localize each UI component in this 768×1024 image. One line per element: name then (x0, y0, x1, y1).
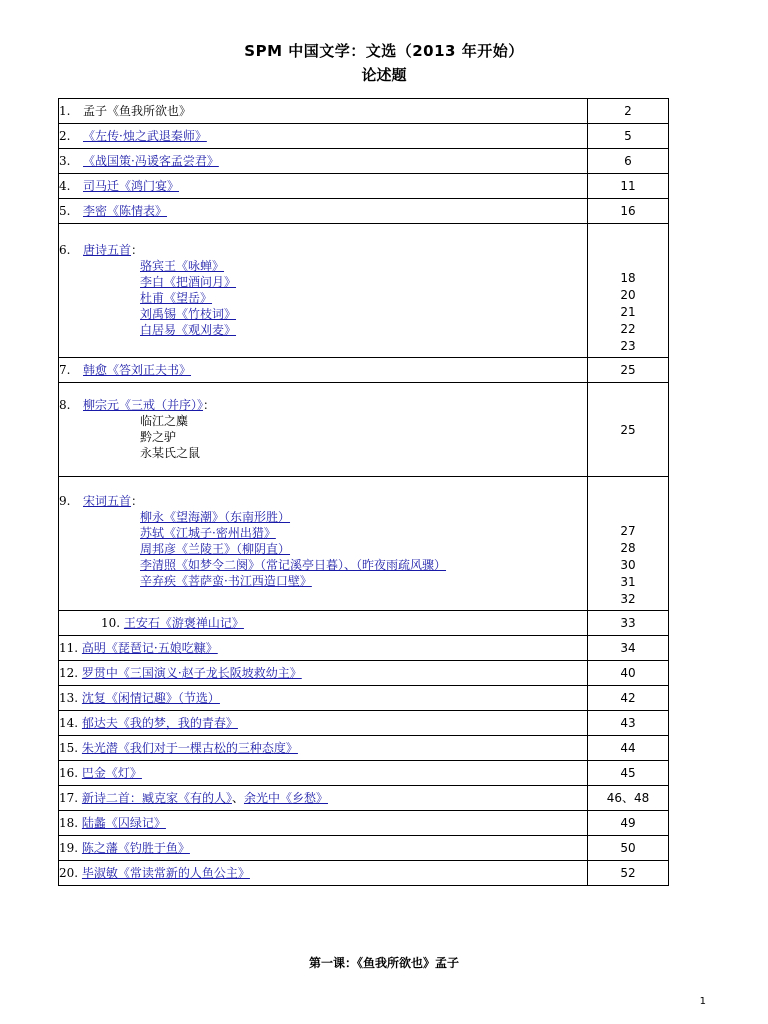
document-subtitle: 论述题 (361, 66, 407, 84)
toc-entry-link[interactable]: 《战国策·冯谖客孟尝君》 (83, 154, 219, 168)
toc-page-number: 25 (588, 383, 669, 477)
toc-colon: ： (203, 398, 216, 412)
toc-row-4 (59, 174, 669, 199)
toc-number: 11. (59, 641, 79, 655)
toc-page-number: 6 (588, 149, 669, 174)
toc-row-10 (59, 611, 669, 636)
toc-sub-link[interactable]: 苏轼《江城子·密州出猎》 (140, 526, 276, 540)
toc-row-19 (59, 836, 669, 861)
toc-page-number: 16 (588, 199, 669, 224)
toc-row-14 (59, 711, 669, 736)
toc-number: 12. (59, 666, 79, 680)
toc-entry-link[interactable]: 宋词五首 (83, 494, 132, 508)
toc-page-number: 49 (588, 811, 669, 836)
toc-row-20 (59, 861, 669, 886)
toc-page-number: 40 (588, 661, 669, 686)
toc-page-number: 22 (620, 322, 636, 336)
toc-page-number: 23 (620, 339, 636, 353)
toc-page-number: 28 (620, 541, 636, 555)
toc-page-number: 50 (588, 836, 669, 861)
toc-entry-link[interactable]: 《左传·烛之武退秦师》 (83, 129, 207, 143)
toc-number: 2. (59, 129, 71, 143)
toc-row-9 (59, 477, 669, 611)
toc-number: 17. (59, 791, 79, 805)
page-number: 1 (699, 996, 706, 1007)
toc-page-number: 45 (588, 761, 669, 786)
toc-page-number: 27 (620, 524, 636, 538)
toc-number: 4. (59, 179, 71, 193)
toc-page-number: 25 (588, 358, 669, 383)
toc-page-number: 46、48 (588, 786, 669, 811)
toc-row-1 (59, 99, 669, 124)
toc-page-number: 2 (588, 99, 669, 124)
toc-entry-link[interactable]: 王安石《游褒禅山记》 (123, 616, 244, 630)
toc-page-number: 20 (620, 288, 636, 302)
toc-sub-link[interactable]: 李清照《如梦令二阕》（常记溪亭日暮）、（昨夜雨疏风骤） (140, 558, 447, 572)
toc-row-2 (59, 124, 669, 149)
toc-entry-link[interactable]: 罗贯中《三国演义·赵子龙长阪坡救幼主》 (81, 666, 302, 680)
toc-entry-link[interactable]: 郁达夫《我的梦，我的青春》 (81, 716, 238, 730)
toc-entry-link[interactable]: 陆蠡《囚绿记》 (81, 816, 166, 830)
toc-sub-link[interactable]: 刘禹锡《竹枝词》 (140, 307, 237, 321)
toc-number: 10. (101, 616, 121, 630)
toc-page-number: 43 (588, 711, 669, 736)
toc-row-13 (59, 686, 669, 711)
toc-row-7 (59, 358, 669, 383)
toc-entry-link[interactable]: 韩愈《答刘正夫书》 (83, 363, 192, 377)
toc-entry-link[interactable]: 余光中《乡愁》 (243, 791, 328, 805)
toc-sub-link[interactable]: 李白《把酒问月》 (140, 275, 237, 289)
toc-entry-link[interactable]: 朱光潜《我们对于一棵古松的三种态度》 (81, 741, 298, 755)
toc-row-16 (59, 761, 669, 786)
toc-page-number: 21 (620, 305, 636, 319)
toc-sub-link[interactable]: 杜甫《望岳》 (140, 291, 213, 305)
toc-sub-link[interactable]: 白居易《观刈麦》 (140, 323, 237, 337)
toc-entry-link[interactable]: 唐诗五首 (83, 243, 132, 257)
toc-colon: ： (131, 494, 144, 508)
toc-sub-link[interactable]: 辛弃疾《菩萨蛮·书江西造口壁》 (140, 574, 312, 588)
document-title: SPM 中国文学：文选（2013 年开始） (244, 42, 524, 60)
toc-number: 5. (59, 204, 71, 218)
toc-entry-link[interactable]: 高明《琵琶记·五娘吃糠》 (81, 641, 218, 655)
toc-sub-item: 黔之驴 (140, 430, 177, 444)
toc-entry-link[interactable]: 巴金《灯》 (81, 766, 142, 780)
table-of-contents (58, 98, 669, 886)
toc-number: 1. (59, 104, 71, 118)
toc-entry-link[interactable]: 陈之藩《钓胜于鱼》 (81, 841, 190, 855)
toc-sub-link[interactable]: 骆宾王《咏蝉》 (140, 259, 225, 273)
toc-entry-text: 孟子《鱼我所欲也》 (83, 104, 192, 118)
toc-page-number: 52 (588, 861, 669, 886)
toc-entry-link[interactable]: 李密《陈情表》 (83, 204, 168, 218)
toc-row-3 (59, 149, 669, 174)
toc-row-15 (59, 736, 669, 761)
toc-sub-link[interactable]: 周邦彦《兰陵王》（柳阴直） (140, 542, 291, 556)
lesson-heading: 第一课：《鱼我所欲也》孟子 (308, 956, 459, 970)
toc-number: 16. (59, 766, 79, 780)
toc-sub-link[interactable]: 柳永《望海潮》（东南形胜） (140, 510, 291, 524)
toc-page-number: 18 (620, 271, 636, 285)
toc-number: 20. (59, 866, 79, 880)
toc-row-5 (59, 199, 669, 224)
toc-page-number: 44 (588, 736, 669, 761)
toc-number: 18. (59, 816, 79, 830)
toc-number: 13. (59, 691, 79, 705)
toc-number: 7. (59, 363, 71, 377)
toc-number: 15. (59, 741, 79, 755)
toc-entry-link[interactable]: 司马迁《鸿门宴》 (83, 179, 180, 193)
toc-row-12 (59, 661, 669, 686)
toc-entry-link[interactable]: 毕淑敏《常读常新的人鱼公主》 (81, 866, 250, 880)
toc-sub-item: 临江之麋 (140, 414, 189, 428)
toc-number: 19. (59, 841, 79, 855)
toc-page-number: 30 (620, 558, 636, 572)
toc-page-number: 32 (620, 592, 636, 606)
toc-row-18 (59, 811, 669, 836)
toc-number: 6. (59, 243, 71, 257)
toc-row-6 (59, 224, 669, 358)
toc-page-number: 42 (588, 686, 669, 711)
toc-entry-link[interactable]: 柳宗元《三戒（并序）》 (83, 398, 204, 412)
toc-row-8 (59, 383, 669, 477)
toc-entry-link[interactable]: 新诗二首： (81, 791, 142, 805)
toc-page-number: 31 (620, 575, 636, 589)
toc-number: 3. (59, 154, 71, 168)
toc-number: 8. (59, 398, 71, 412)
toc-separator: 、 (231, 791, 244, 805)
toc-row-11 (59, 636, 669, 661)
toc-page-number: 11 (588, 174, 669, 199)
toc-page-number: 5 (588, 124, 669, 149)
toc-sub-item: 永某氏之鼠 (140, 446, 201, 460)
toc-page-number: 34 (588, 636, 669, 661)
toc-number: 9. (59, 494, 71, 508)
toc-page-number: 33 (588, 611, 669, 636)
toc-entry-link[interactable]: 沈复《闲情记趣》（节选） (81, 691, 220, 705)
toc-entry-link[interactable]: 臧克家《有的人》 (141, 791, 232, 805)
toc-number: 14. (59, 716, 79, 730)
toc-row-17 (59, 786, 669, 811)
toc-colon: ： (131, 243, 144, 257)
